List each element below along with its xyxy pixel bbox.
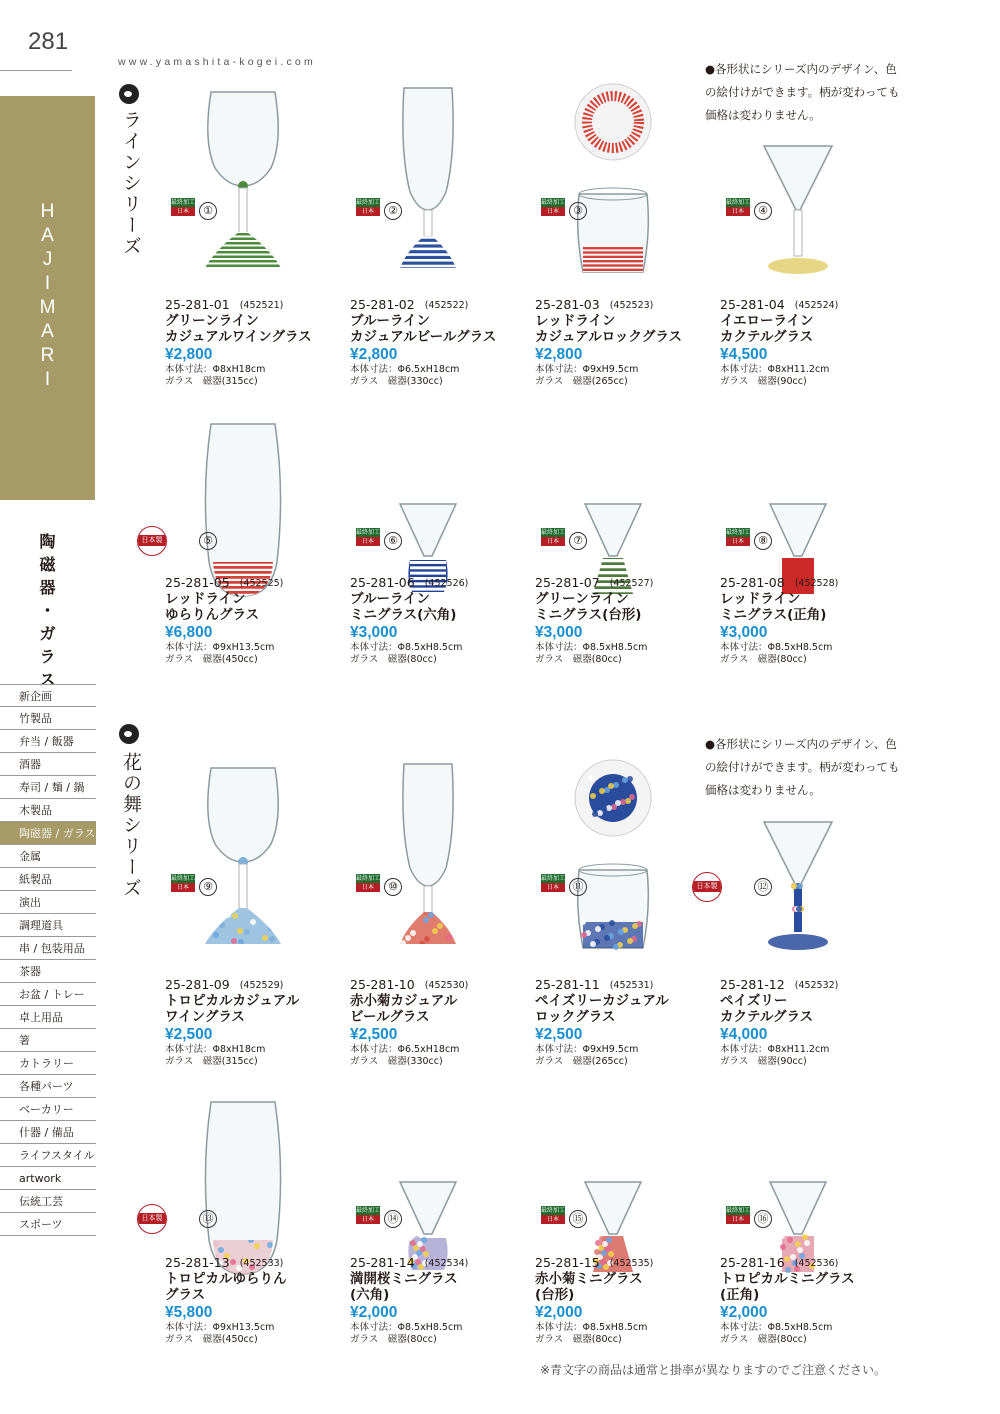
sidebar-item[interactable]: スポーツ [0,1213,96,1236]
product-info [165,298,312,387]
product-dimensions: 本体寸法：Φ8xH11.2cm [720,364,830,375]
sidebar-item[interactable]: 竹製品 [0,707,96,730]
product-number: ⑩ [384,878,402,896]
product-image [175,758,311,954]
product-sub-code: (452525) [239,578,284,589]
product-code: 25-281-01 [165,297,230,312]
product-number: ⑮ [569,1210,587,1228]
badge-bottom: 日本 [541,537,565,546]
badge-top: 最終加工 [541,529,566,536]
product-info [720,298,838,387]
product-material: ガラス 磁器(315cc) [165,375,258,387]
product-number: ⑯ [754,1210,772,1228]
sidebar-item[interactable]: 什器 / 備品 [0,1121,96,1144]
product-name: ブルーライン [350,313,431,329]
product-sub-code: (452524) [794,300,839,311]
product-sub-code: (452536) [794,1258,839,1269]
product-code: 25-281-07 [535,575,600,590]
category-char: 陶 [39,532,56,551]
product-code-line [720,1256,855,1271]
product-number: ① [199,202,217,220]
final-process-badge [171,198,195,216]
product-price: ¥2,500 [350,1026,398,1043]
product-image [360,82,496,278]
brand-letter: M [39,297,56,318]
product-dimensions: 本体寸法：Φ8xH18cm [165,364,266,375]
product-info [720,978,838,1067]
product-number: ⑬ [199,1210,217,1228]
product-sub-code: (452526) [424,578,469,589]
product-price: ¥5,800 [165,1304,213,1321]
brand-letter: J [42,249,53,270]
product-name: レッドライン [535,313,616,329]
product-number: ⑫ [754,878,772,896]
product-number: ③ [569,202,587,220]
product-code: 25-281-08 [720,575,785,590]
product-dimensions: 本体寸法：Φ9xH13.5cm [165,642,275,653]
page-number: 281 [28,28,69,55]
badge-bottom: 日本 [356,1215,380,1224]
product-price: ¥2,800 [165,346,213,363]
product-image [545,758,681,954]
product-price: ¥3,000 [350,624,398,641]
product-dimensions: 本体寸法：Φ9xH13.5cm [165,1322,275,1333]
product-price: ¥4,500 [720,346,768,363]
product-code-line [350,298,496,313]
sidebar-item[interactable]: 紙製品 [0,868,96,891]
badge-bottom: 日本 [356,883,380,892]
product-sub-code: (452521) [239,300,284,311]
brand-name [0,200,95,392]
product-price: ¥2,500 [165,1026,213,1043]
product-image [545,82,681,278]
product-number: ⑧ [754,532,772,550]
product-code: 25-281-04 [720,297,785,312]
product-number: ④ [754,202,772,220]
sidebar-item[interactable]: お盆 / トレー [0,983,96,1006]
product-sub-code: (452531) [609,980,654,991]
badge-top: 最終加工 [726,199,751,206]
product-number: ⑨ [199,878,217,896]
badge-top: 最終加工 [541,1207,566,1214]
series-title-hana: 花の舞シリーズ [120,752,142,899]
product-price: ¥6,800 [165,624,213,641]
sidebar-item[interactable]: 酒器 [0,753,96,776]
sidebar-item[interactable]: 各種パーツ [0,1075,96,1098]
product-number: ⑪ [569,878,587,896]
product-name: (六角) [350,1287,390,1303]
product-code-line [165,1256,287,1271]
sidebar-item[interactable]: ベーカリー [0,1098,96,1121]
product-info [720,576,838,665]
product-name: カクテルグラス [720,1009,814,1025]
product-dimensions: 本体寸法：Φ6.5xH18cm [350,1044,460,1055]
final-process-badge [541,874,565,892]
badge-label: 日本製 [693,881,721,892]
product-name: ワイングラス [165,1009,245,1025]
brand-letter: I [44,369,51,390]
product-dimensions: 本体寸法：Φ8.5xH8.5cm [720,642,833,653]
product-code-line [535,1256,653,1271]
sidebar-item[interactable]: 茶器 [0,960,96,983]
made-in-japan-badge [137,1204,167,1234]
product-code: 25-281-02 [350,297,415,312]
product-code-line [535,298,682,313]
product-sub-code: (452523) [609,300,654,311]
badge-bottom: 日本 [356,537,380,546]
product-sub-code: (452522) [424,300,469,311]
product-info [535,1256,653,1345]
sidebar-item[interactable]: 寿司 / 麺 / 鍋 [0,776,96,799]
product-name: トロピカルゆらりん [165,1271,287,1287]
product-number: ② [384,202,402,220]
product-material: ガラス 磁器(265cc) [535,1055,628,1067]
product-code-line [350,1256,468,1271]
sidebar-item[interactable]: 金属 [0,845,96,868]
final-process-badge [356,198,380,216]
product-material: ガラス 磁器(90cc) [720,1055,807,1067]
product-sub-code: (452534) [424,1258,469,1269]
badge-top: 最終加工 [356,529,381,536]
product-dimensions: 本体寸法：Φ8.5xH8.5cm [535,642,648,653]
divider [0,70,72,71]
product-dimensions: 本体寸法：Φ9xH9.5cm [535,1044,639,1055]
product-name: レッドライン [165,591,246,607]
product-material: ガラス 磁器(80cc) [535,1333,622,1345]
product-sub-code: (452529) [239,980,284,991]
product-name: グリーンライン [165,313,259,329]
category-char: ・ [39,601,56,620]
badge-bottom: 日本 [541,1215,565,1224]
product-price: ¥2,000 [720,1304,768,1321]
website-url: www.yamashita-kogei.com [118,56,316,68]
product-code-line [165,576,283,591]
product-price: ¥2,800 [535,346,583,363]
made-in-japan-badge [692,872,722,902]
final-process-badge [356,1206,380,1224]
sidebar-item[interactable]: 箸 [0,1029,96,1052]
product-number: ⑭ [384,1210,402,1228]
badge-label: 日本製 [138,535,166,546]
product-number: ⑦ [569,532,587,550]
product-material: ガラス 磁器(315cc) [165,1055,258,1067]
product-material: ガラス 磁器(265cc) [535,375,628,387]
product-name: グラス [165,1287,206,1303]
brush-mark-icon [119,724,139,744]
product-image [730,82,866,278]
product-material: ガラス 磁器(80cc) [350,1333,437,1345]
brush-mark-icon [119,84,139,104]
product-code: 25-281-05 [165,575,230,590]
product-info [535,978,669,1067]
product-code-line [350,978,468,993]
product-code: 25-281-09 [165,977,230,992]
badge-top: 最終加工 [356,199,381,206]
product-code: 25-281-11 [535,977,600,992]
product-image [360,758,496,954]
sidebar-item[interactable]: ライフスタイル [0,1144,96,1167]
product-name: ペイズリー [720,993,788,1009]
product-price: ¥3,000 [720,624,768,641]
product-material: ガラス 磁器(450cc) [165,1333,258,1345]
product-code-line [535,576,653,591]
product-name: トロピカルカジュアル [165,993,300,1009]
product-material: ガラス 磁器(330cc) [350,1055,443,1067]
product-name: ペイズリーカジュアル [535,993,669,1009]
product-name: グリーンライン [535,591,629,607]
category-char: 器 [39,578,56,597]
product-code: 25-281-06 [350,575,415,590]
product-sub-code: (452528) [794,578,839,589]
product-name: カジュアルワイングラス [165,329,312,345]
product-code: 25-281-15 [535,1255,600,1270]
sidebar-item[interactable]: 卓上用品 [0,1006,96,1029]
product-name: ミニグラス(正角) [720,607,827,623]
product-name: 赤小菊ミニグラス [535,1271,643,1287]
product-dimensions: 本体寸法：Φ8xH11.2cm [720,1044,830,1055]
badge-top: 最終加工 [171,875,196,882]
sidebar-item[interactable]: 陶磁器 / ガラス [0,822,96,845]
product-sub-code: (452535) [609,1258,654,1269]
badge-top: 最終加工 [171,199,196,206]
badge-bottom: 日本 [726,1215,750,1224]
product-code-line [720,978,838,993]
badge-bottom: 日本 [541,207,565,216]
product-code-line [720,298,838,313]
product-info [165,978,299,1067]
product-material: ガラス 磁器(80cc) [535,653,622,665]
product-dimensions: 本体寸法：Φ8.5xH8.5cm [350,1322,463,1333]
product-name: ロックグラス [535,1009,616,1025]
badge-top: 最終加工 [356,875,381,882]
final-process-badge [541,1206,565,1224]
product-material: ガラス 磁器(330cc) [350,375,443,387]
product-code-line [535,978,669,993]
sidebar-item[interactable]: カトラリー [0,1052,96,1075]
product-sub-code: (452527) [609,578,654,589]
badge-bottom: 日本 [171,883,195,892]
brand-letter: A [41,321,54,342]
product-name: (正角) [720,1287,760,1303]
product-price: ¥3,000 [535,624,583,641]
product-code: 25-281-10 [350,977,415,992]
category-char: ス [39,670,56,689]
product-name: レッドライン [720,591,801,607]
product-image [730,758,866,954]
series-note-line: ●各形状にシリーズ内のデザイン、色の絵付けができます。柄が変わっても価格は変わりません。 [705,62,900,122]
product-image [175,82,311,278]
sidebar-item[interactable]: 調理道具 [0,914,96,937]
product-code-line [350,576,468,591]
product-name: 満開桜ミニグラス [350,1271,458,1287]
series-note-hana: ●各形状にシリーズ内のデザイン、色の絵付けができます。柄が変わっても価格は変わりません。 [705,737,900,797]
product-dimensions: 本体寸法：Φ8xH18cm [165,1044,266,1055]
product-name: ミニグラス(六角) [350,607,457,623]
final-process-badge [171,874,195,892]
badge-bottom: 日本 [726,207,750,216]
badge-top: 最終加工 [726,1207,751,1214]
product-code: 25-281-12 [720,977,785,992]
product-info [350,298,496,387]
product-name: (台形) [535,1287,575,1303]
brand-letter: H [40,201,55,222]
product-sub-code: (452533) [239,1258,284,1269]
badge-bottom: 日本 [356,207,380,216]
badge-top: 最終加工 [541,199,566,206]
final-process-badge [541,528,565,546]
made-in-japan-badge [137,526,167,556]
sidebar-item[interactable]: artwork [0,1167,96,1190]
brand-letter: R [40,345,55,366]
final-process-badge [356,874,380,892]
product-number: ⑤ [199,532,217,550]
product-name: ミニグラス(台形) [535,607,642,623]
product-price: ¥2,000 [535,1304,583,1321]
sidebar-item[interactable]: 新企画 [0,684,96,707]
badge-bottom: 日本 [171,207,195,216]
category-char: ラ [39,647,56,666]
final-process-badge [726,1206,750,1224]
product-name: ビールグラス [350,1009,430,1025]
product-info [165,576,283,665]
product-name: 赤小菊カジュアル [350,993,458,1009]
product-material: ガラス 磁器(80cc) [720,653,807,665]
product-sub-code: (452530) [424,980,469,991]
product-code: 25-281-16 [720,1255,785,1270]
badge-top: 最終加工 [541,875,566,882]
sidebar-item[interactable]: 伝統工芸 [0,1190,96,1213]
final-process-badge [356,528,380,546]
product-code-line [720,576,838,591]
product-name: カジュアルロックグラス [535,329,683,345]
product-price: ¥2,000 [350,1304,398,1321]
brand-letter: I [44,273,51,294]
product-info [720,1256,855,1345]
product-code-line [165,978,299,993]
product-info [535,298,682,387]
badge-top: 最終加工 [726,529,751,536]
final-process-badge [541,198,565,216]
product-info [535,576,653,665]
category-char: 磁 [39,555,56,574]
product-info [350,1256,468,1345]
product-code: 25-281-13 [165,1255,230,1270]
product-number: ⑥ [384,532,402,550]
product-name: イエローライン [720,313,814,329]
product-dimensions: 本体寸法：Φ6.5xH18cm [350,364,460,375]
brand-letter: A [41,225,54,246]
badge-bottom: 日本 [726,537,750,546]
product-info [350,978,468,1067]
series-title-line: ラインシリーズ [120,110,142,257]
product-material: ガラス 磁器(80cc) [350,653,437,665]
badge-bottom: 日本 [541,883,565,892]
product-price: ¥2,500 [535,1026,583,1043]
product-dimensions: 本体寸法：Φ8.5xH8.5cm [720,1322,833,1333]
product-material: ガラス 磁器(450cc) [165,653,258,665]
product-name: ブルーライン [350,591,431,607]
sidebar-item[interactable]: 弁当 / 飯器 [0,730,96,753]
footnote: ※青文字の商品は通常と掛率が異なりますのでご注意ください。 [540,1363,887,1377]
product-name: トロピカルミニグラス [720,1271,855,1287]
product-code: 25-281-14 [350,1255,415,1270]
badge-top: 最終加工 [356,1207,381,1214]
product-price: ¥2,800 [350,346,398,363]
product-dimensions: 本体寸法：Φ8.5xH8.5cm [350,642,463,653]
product-material: ガラス 磁器(80cc) [720,1333,807,1345]
sidebar-item[interactable]: 演出 [0,891,96,914]
product-price: ¥4,000 [720,1026,768,1043]
product-name: カジュアルビールグラス [350,329,497,345]
sidebar-item[interactable]: 串 / 包装用品 [0,937,96,960]
product-sub-code: (452532) [794,980,839,991]
final-process-badge [726,198,750,216]
side-nav [0,684,96,1236]
category-char: ガ [39,624,56,643]
badge-label: 日本製 [138,1213,166,1224]
product-code-line [165,298,312,313]
product-info [165,1256,287,1345]
final-process-badge [726,528,750,546]
product-name: ゆらりんグラス [165,607,260,623]
product-dimensions: 本体寸法：Φ9xH9.5cm [535,364,639,375]
sidebar-item[interactable]: 木製品 [0,799,96,822]
category-title [0,530,95,691]
product-code: 25-281-03 [535,297,600,312]
product-dimensions: 本体寸法：Φ8.5xH8.5cm [535,1322,648,1333]
product-info [350,576,468,665]
product-name: カクテルグラス [720,329,814,345]
product-material: ガラス 磁器(90cc) [720,375,807,387]
